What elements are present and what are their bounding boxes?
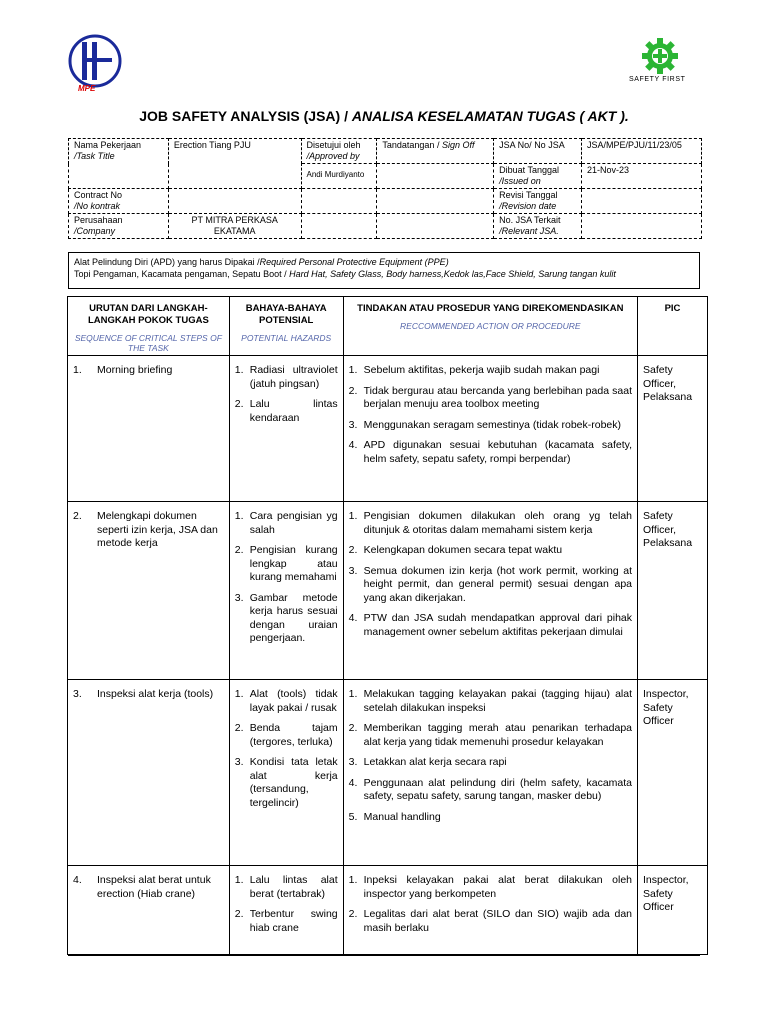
- action-item: 2. Memberikan tagging merah atau penarikan terhadapa alat kerja yang tidak memenuhi prosedur kelayakan: [348, 722, 633, 748]
- contract-label: Contract No /No kontrak: [69, 189, 169, 214]
- pic-cell: [638, 502, 708, 680]
- ppe-box: [68, 252, 700, 289]
- task-title-value: Erection Tiang PJU: [168, 139, 301, 189]
- step-text: Morning briefing: [97, 364, 173, 376]
- sign-off-label: Tandatangan / Sign Off: [377, 139, 494, 164]
- actions-cell: [343, 866, 637, 955]
- table-row: [68, 680, 708, 866]
- pic-cell: [638, 356, 708, 502]
- task-title-label: Nama Pekerjaan /Task Title: [69, 139, 169, 189]
- footer-divider: [68, 955, 700, 956]
- step-number: 3.: [73, 688, 82, 700]
- pic-text: Safety Officer, Pelaksana: [643, 364, 693, 403]
- company-label: Perusahaan /Company: [69, 214, 169, 239]
- hazard-item: 1. Lalu lintas alat berat (tertabrak): [234, 874, 338, 900]
- hazard-item: 3. Kondisi tata letak alat kerja (tersandung, tergelincir): [234, 756, 338, 809]
- issued-label: Dibuat Tanggal /Issued on: [494, 164, 582, 189]
- hazard-item: 1. Radiasi ultraviolet (jatuh pingsan): [234, 364, 338, 390]
- document-title: JOB SAFETY ANALYSIS (JSA) / ANALISA KESELAMATAN TUGAS ( AKT ).: [139, 108, 629, 124]
- hazards-cell: [229, 502, 343, 680]
- ppe-line-1: Alat Pelindung Diri (APD) yang harus Dipakai /Required Personal Protective Equipment (PPE): [74, 257, 449, 267]
- hazard-item: 1. Alat (tools) tidak layak pakai / rusak: [234, 688, 338, 714]
- action-item: 5. Manual handling: [348, 810, 441, 823]
- step-number: 4.: [73, 874, 82, 886]
- pic-text: Inspector, Safety Officer: [643, 688, 689, 727]
- hazard-item: 2. Benda tajam (tergores, terluka): [234, 722, 338, 748]
- action-item: 1. Melakukan tagging kelayakan pakai (tagging hijau) alat setelah dilakukan inspeksi: [348, 688, 633, 714]
- table-row: [68, 356, 708, 502]
- related-jsa-label: No. JSA Terkait /Relevant JSA.: [494, 214, 582, 239]
- action-item: 2. Kelengkapan dokumen secara tepat waktu: [348, 544, 563, 556]
- blank-cell: [377, 214, 494, 239]
- action-item: 4. APD digunakan sesuai kebutuhan (kacamata safety, helm safety, sepatu safety, rompi berpendar): [348, 439, 633, 465]
- issued-value: 21-Nov-23: [582, 164, 702, 189]
- action-item: 4. Penggunaan alat pelindung diri (helm safety, kacamata safety, sepatu safety, sarung tangan, masker debu): [348, 776, 633, 802]
- header-hazards: BAHAYA-BAHAYA POTENSIAL POTENTIAL HAZARDS: [229, 297, 343, 356]
- table-row: [68, 866, 708, 955]
- safety-gear-icon: [640, 36, 680, 76]
- hazard-item: 2. Terbentur swing hiab crane: [234, 908, 338, 934]
- pic-cell: [638, 866, 708, 955]
- action-item: 1. Inpeksi kelayakan pakai alat berat dilakukan oleh inspector yang berkompeten: [348, 874, 633, 900]
- action-item: 3. Semua dokumen izin kerja (hot work permit, working at height permit, dan general permit) sesuai dengan apa yang akan dikerjakan.: [348, 564, 633, 604]
- step-number: 1.: [73, 364, 82, 376]
- action-item: 4. PTW dan JSA sudah mendapatkan approval dari pihak management owner sebelum aktifitas pekerjaan dimulai: [348, 612, 633, 638]
- table-row: [68, 502, 708, 680]
- pic-text: Inspector, Safety Officer: [643, 874, 689, 913]
- blank-cell: [301, 189, 377, 214]
- hazards-cell: [229, 680, 343, 866]
- action-item: 3. Letakkan alat kerja secara rapi: [348, 756, 507, 768]
- hazard-item: 1. Cara pengisian yg salah: [234, 510, 338, 536]
- hazards-cell: [229, 866, 343, 955]
- jsa-no-value: JSA/MPE/PJU/11/23/05: [582, 139, 702, 164]
- step-number: 2.: [73, 510, 82, 522]
- header-actions: TINDAKAN ATAU PROSEDUR YANG DIREKOMENDASIKAN RECCOMMENDED ACTION OR PROCEDURE: [343, 297, 637, 356]
- action-item: 2. Tidak bergurau atau bercanda yang berlebihan pada saat berjalan menuju area toolbox meeting: [348, 384, 633, 410]
- sign-off-value: [377, 164, 494, 189]
- hazard-item: 2. Pengisian kurang lengkap atau kurang memahami: [234, 544, 338, 583]
- actions-cell: [343, 680, 637, 866]
- actions-cell: [343, 356, 637, 502]
- action-item: 1. Pengisian dokumen dilakukan oleh orang yg telah ditunjuk & otoritas dalam memahami sistem kerja: [348, 510, 633, 536]
- action-item: 2. Legalitas dari alat berat (SILO dan SIO) wajib ada dan masih berlaku: [348, 908, 633, 934]
- hazards-cell: [229, 356, 343, 502]
- step-cell: [68, 680, 230, 866]
- step-cell: [68, 866, 230, 955]
- mpe-logo-text: MPE: [78, 84, 96, 93]
- jsa-no-label: JSA No/ No JSA: [494, 139, 582, 164]
- header-pic: PIC: [638, 297, 708, 356]
- blank-cell: [377, 189, 494, 214]
- hazard-item: 3. Gambar metode kerja harus sesuai dengan uraian pengerjaan.: [234, 591, 338, 644]
- header-steps: URUTAN DARI LANGKAH-LANGKAH POKOK TUGAS SEQUENCE OF CRITICAL STEPS OF THE TASK: [68, 297, 230, 356]
- actions-cell: [343, 502, 637, 680]
- step-text: Inspeksi alat berat untuk erection (Hiab crane): [97, 874, 211, 900]
- contract-value: [168, 189, 301, 214]
- revision-label: Revisi Tanggal /Revision date: [494, 189, 582, 214]
- pic-text: Safety Officer, Pelaksana: [643, 510, 693, 549]
- step-cell: [68, 356, 230, 502]
- pic-cell: [638, 680, 708, 866]
- company-value: PT MITRA PERKASA EKATAMA: [168, 214, 301, 239]
- step-cell: [68, 502, 230, 680]
- blank-cell: [301, 214, 377, 239]
- approved-by-value: Andi Murdiyanto: [301, 164, 377, 189]
- ppe-line-2: Topi Pengaman, Kacamata pengaman, Sepatu Boot / Hard Hat, Safety Glass, Body harness,Kedok las,Face Shield, Sarung tangan kulit: [74, 269, 616, 279]
- related-jsa-value: [582, 214, 702, 239]
- approved-by-label: Disetujui oleh /Approved by: [301, 139, 377, 164]
- safety-first-label: SAFETY FIRST: [629, 76, 686, 83]
- action-item: 3. Menggunakan seragam semestinya (tidak robek-robek): [348, 418, 622, 431]
- hazard-item: 2. Lalu lintas kendaraan: [234, 398, 338, 424]
- step-text: Inspeksi alat kerja (tools): [97, 688, 214, 700]
- info-table: [68, 138, 702, 239]
- step-text: Melengkapi dokumen seperti izin kerja, JSA dan metode kerja: [97, 510, 218, 549]
- action-item: 1. Sebelum aktifitas, pekerja wajib sudah makan pagi: [348, 364, 600, 376]
- revision-value: [582, 189, 702, 214]
- jsa-table: [67, 296, 708, 955]
